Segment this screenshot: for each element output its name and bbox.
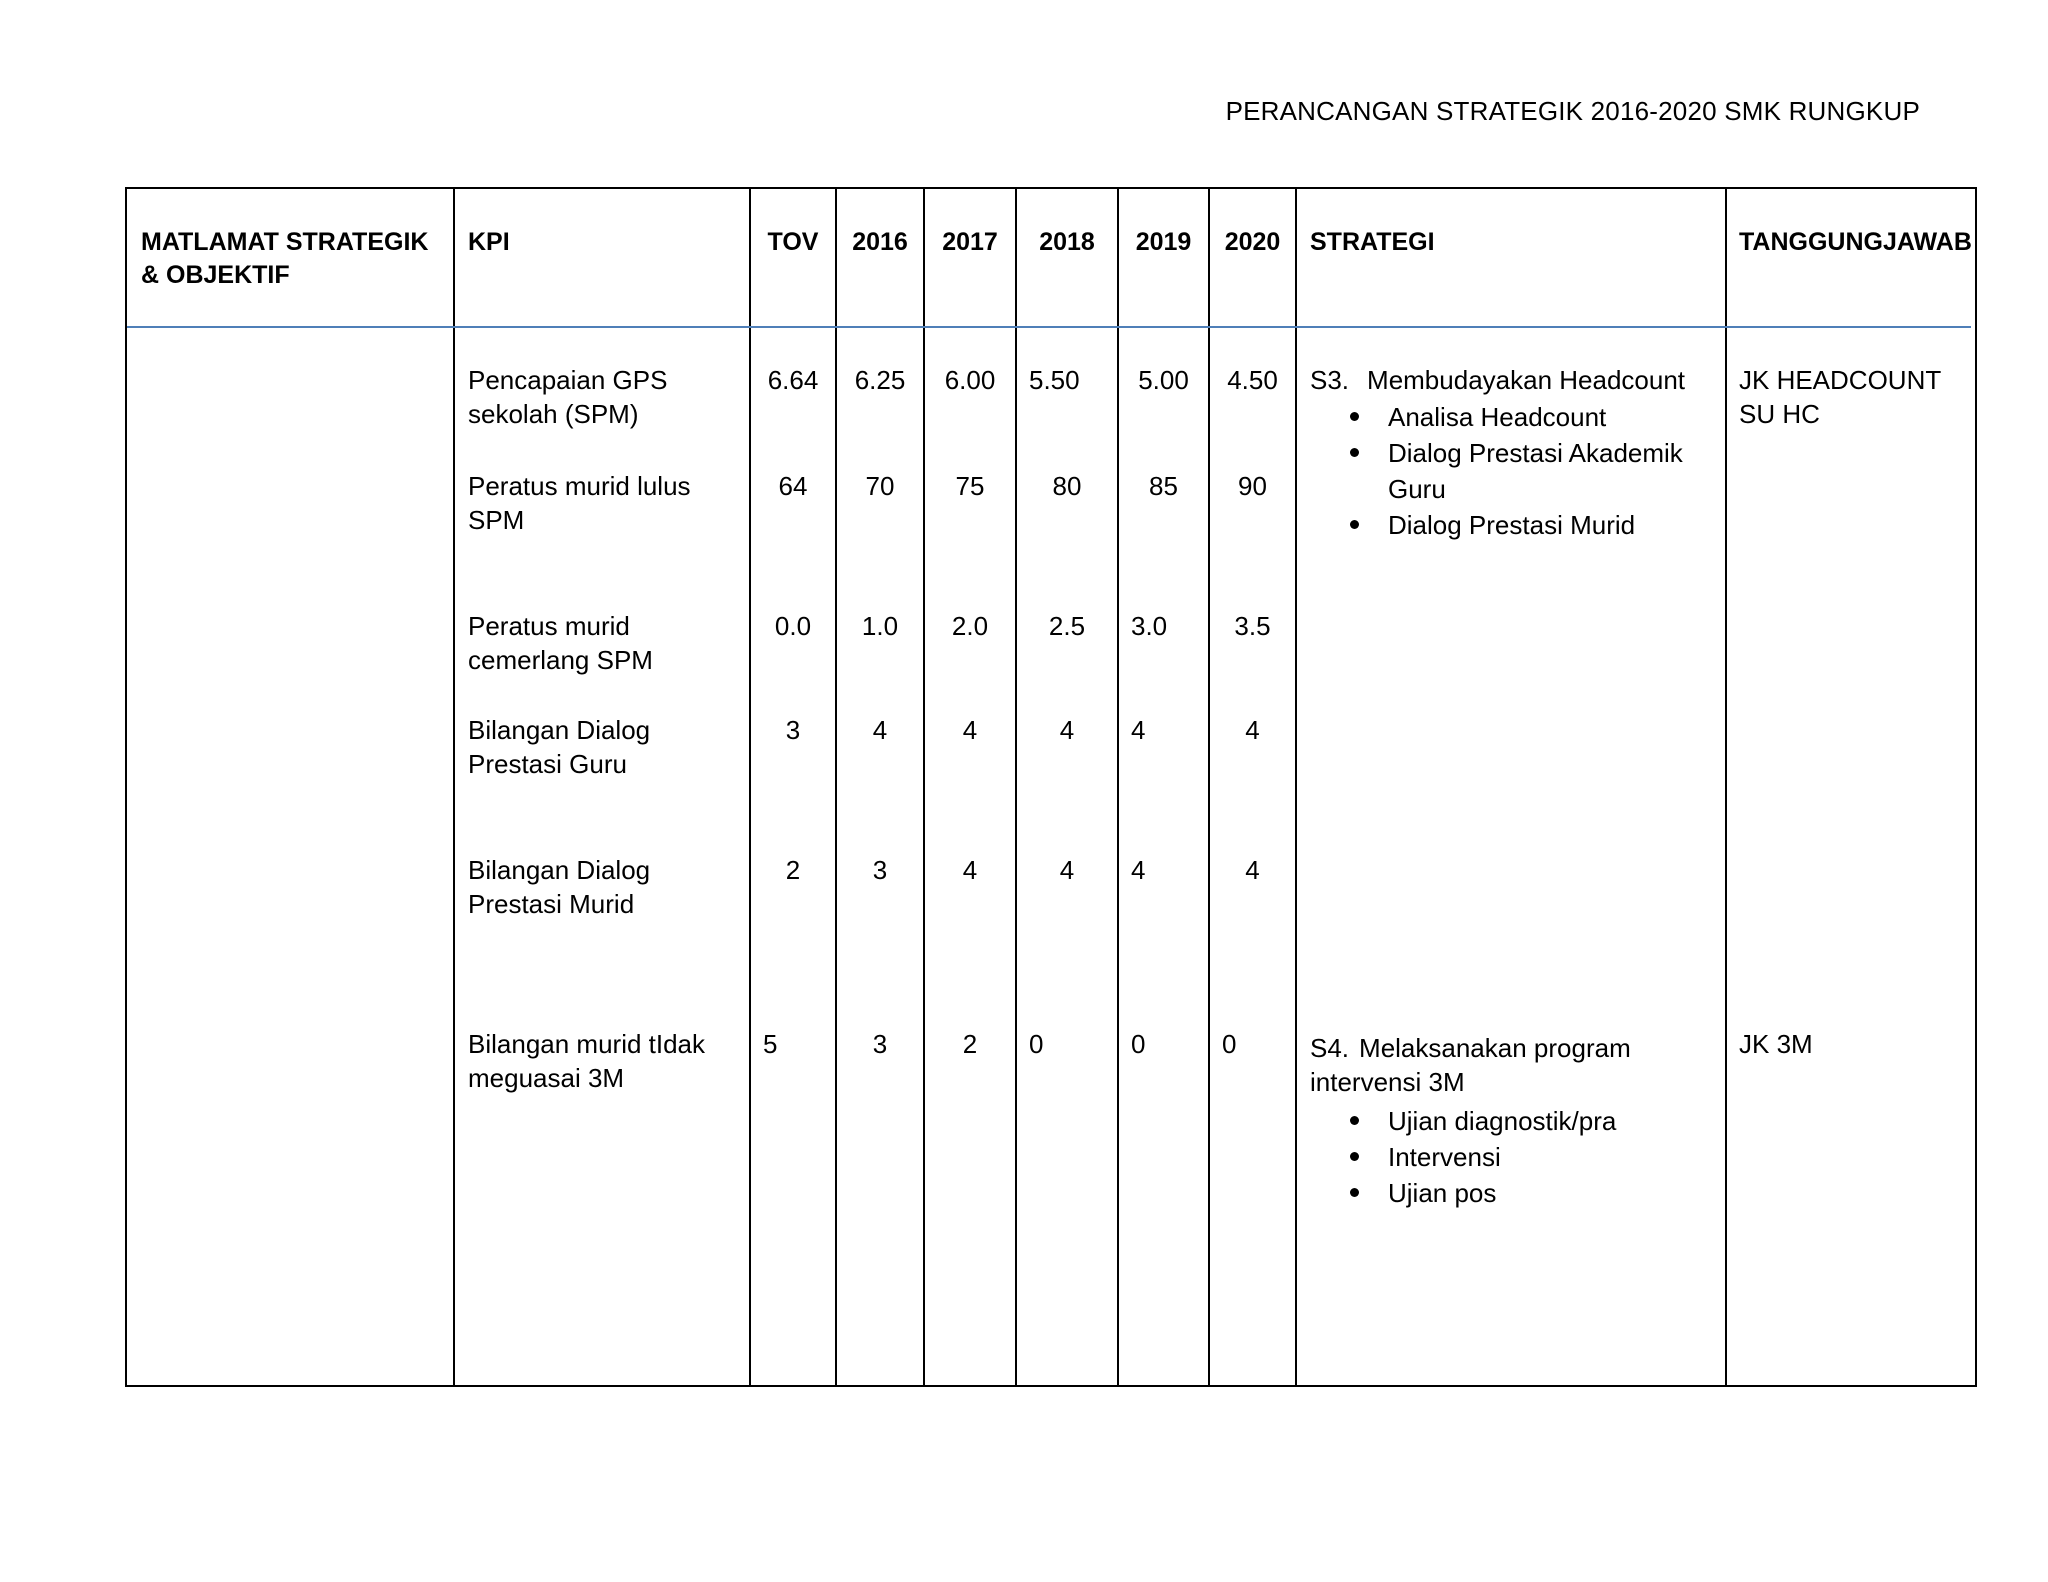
responsible-s3 [1739,363,1971,431]
header-matlamat: MATLAMAT STRATEGIK & OBJEKTIF [141,228,429,289]
header-2016: 2016 [852,228,908,256]
value-2017: 2.0 [951,611,989,641]
value-2017: 2 [962,1029,978,1059]
value-tov: 2 [785,855,801,885]
strategy-code: S3. [1310,365,1350,395]
kpi-label: Peratus murid cemerlang SPM [468,611,653,675]
strategy-s4-list [1342,1103,1712,1211]
list-item: Dialog Prestasi Akademik Guru [1342,435,1712,507]
value-2017: 4 [962,855,978,885]
value-2019: 85 [1149,471,1178,501]
value-2018: 5.50 [1029,365,1080,395]
responsible-party: JK HEADCOUNT [1739,365,1942,395]
strategy-title: Melaksanakan program intervensi 3M [1310,1033,1631,1097]
list-item: Dialog Prestasi Murid [1342,507,1712,543]
value-2019: 0 [1131,1029,1146,1059]
header-2019: 2019 [1135,228,1192,256]
header-tov: TOV [767,228,819,256]
value-2020: 4.50 [1227,365,1278,395]
strategy-code: S4. [1310,1033,1350,1063]
page-header: PERANCANGAN STRATEGIK 2016-2020 SMK RUNGKUP [1225,96,1920,126]
list-item: Intervensi [1342,1139,1712,1175]
value-2018: 2.5 [1048,611,1086,641]
value-2020: 90 [1238,471,1267,501]
strategic-plan-table [125,187,1977,1387]
value-2020: 4 [1245,715,1260,745]
value-2018: 4 [1059,855,1075,885]
list-item: Ujian pos [1342,1175,1712,1211]
value-2016: 3 [872,855,888,885]
responsible-party: JK 3M [1739,1029,1813,1059]
list-item: Analisa Headcount [1342,399,1712,435]
header-tanggungjawab: TANGGUNGJAWAB [1739,228,1972,256]
kpi-label: Peratus murid lulus SPM [468,471,691,535]
header-2017: 2017 [942,228,998,256]
strategy-title: Membudayakan Headcount [1367,365,1686,395]
col-divider [1725,189,1727,1385]
value-tov: 0.0 [774,611,812,641]
kpi-label: Bilangan murid tIdak meguasai 3M [468,1029,706,1093]
header-rule [127,326,1971,328]
value-2018: 4 [1059,715,1075,745]
value-2019: 4 [1131,715,1146,745]
value-2020: 0 [1222,1029,1237,1059]
col-divider [453,189,455,1385]
strategy-s3-heading [1310,363,1710,397]
value-2017: 75 [955,471,985,501]
value-tov: 5 [763,1029,778,1059]
value-tov: 64 [778,471,808,501]
responsible-party: SU HC [1739,399,1820,429]
responsible-s4 [1739,1027,1971,1061]
value-2016: 1.0 [861,611,899,641]
list-item: Ujian diagnostik/pra [1342,1103,1712,1139]
value-2019: 4 [1131,855,1146,885]
kpi-label: Pencapaian GPS sekolah (SPM) [468,365,668,429]
kpi-label: Bilangan Dialog Prestasi Guru [468,715,651,779]
value-2016: 70 [865,471,895,501]
col-divider [1295,189,1297,1385]
header-2020: 2020 [1224,228,1281,256]
strategy-s3-list [1342,399,1712,543]
header-kpi: KPI [468,228,510,256]
value-2016: 4 [872,715,888,745]
value-2019: 5.00 [1138,365,1189,395]
value-2017: 6.00 [944,365,996,395]
strategy-s4-heading [1310,1031,1710,1099]
header-2018: 2018 [1039,228,1095,256]
value-2020: 4 [1245,855,1260,885]
value-2016: 6.25 [854,365,906,395]
value-2017: 4 [962,715,978,745]
value-2018: 0 [1029,1029,1044,1059]
value-2018: 80 [1052,471,1082,501]
value-2019: 3.0 [1131,611,1168,641]
header-strategi: STRATEGI [1310,228,1435,256]
value-2020: 3.5 [1234,611,1271,641]
kpi-label: Bilangan Dialog Prestasi Murid [468,855,651,919]
value-2016: 3 [872,1029,888,1059]
value-tov: 3 [785,715,801,745]
value-tov: 6.64 [767,365,819,395]
